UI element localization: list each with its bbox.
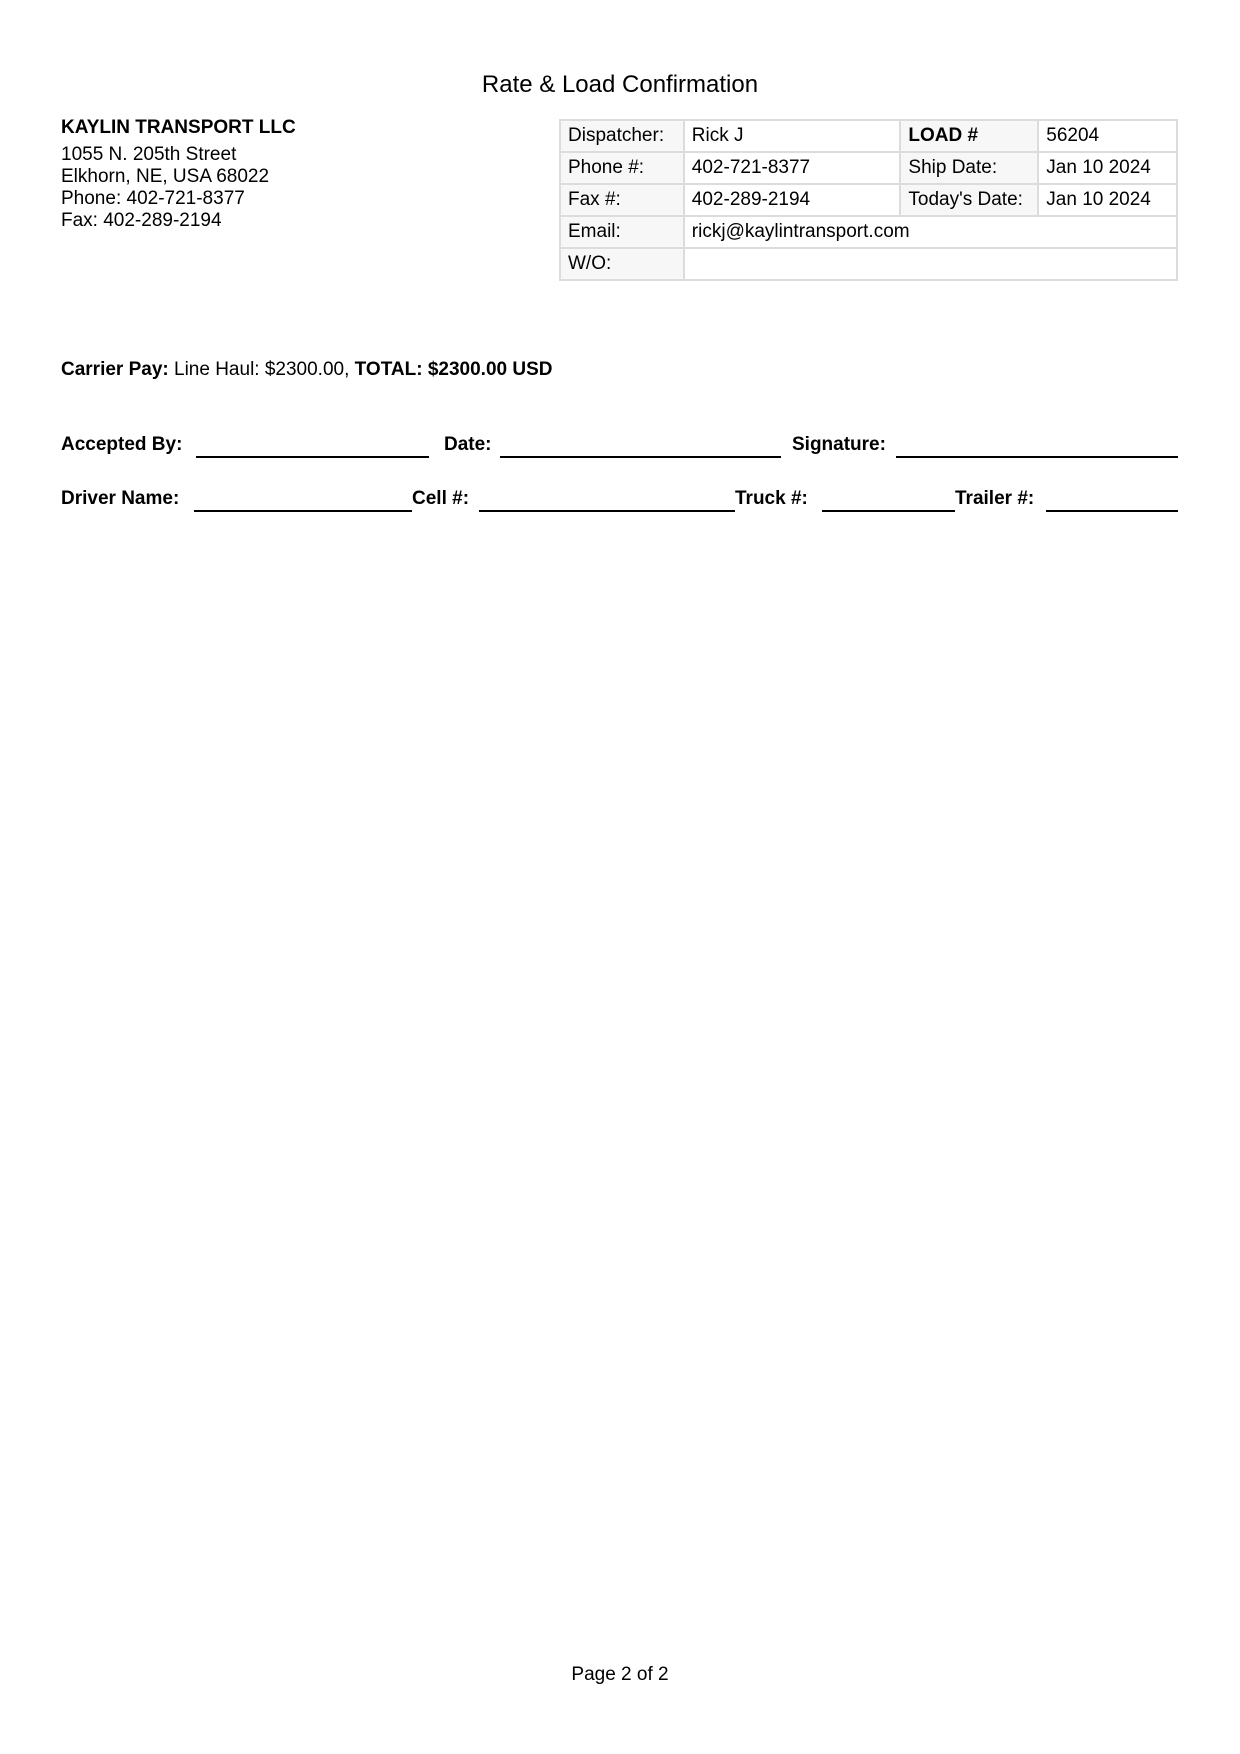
- company-block: [61, 117, 296, 232]
- table-row: [560, 184, 1177, 216]
- load-info-table: [559, 119, 1178, 281]
- truck-label: Truck #:: [735, 488, 808, 509]
- ship-date-value: Jan 10 2024: [1038, 152, 1177, 184]
- table-row: [560, 152, 1177, 184]
- table-row: [560, 248, 1177, 280]
- phone-label: Phone #:: [560, 152, 684, 184]
- fax-value: 402-289-2194: [684, 184, 901, 216]
- wo-label: W/O:: [560, 248, 684, 280]
- signature-label: Signature:: [792, 434, 886, 455]
- total-amount: TOTAL: $2300.00 USD: [354, 359, 553, 380]
- accepted-by-label: Accepted By:: [61, 434, 183, 455]
- table-row: [560, 216, 1177, 248]
- accepted-by-line[interactable]: [196, 456, 429, 458]
- trailer-label: Trailer #:: [955, 488, 1035, 509]
- cell-line[interactable]: [479, 510, 735, 512]
- load-number-label: LOAD #: [900, 120, 1038, 152]
- driver-name-label: Driver Name:: [61, 488, 180, 509]
- company-address-line2: Elkhorn, NE, USA 68022: [61, 166, 270, 187]
- todays-date-value: Jan 10 2024: [1038, 184, 1177, 216]
- truck-line[interactable]: [822, 510, 955, 512]
- document-title: Rate & Load Confirmation: [481, 71, 759, 98]
- company-name: KAYLIN TRANSPORT LLC: [61, 117, 296, 138]
- company-fax: Fax: 402-289-2194: [61, 210, 222, 231]
- dispatcher-label: Dispatcher:: [560, 120, 684, 152]
- phone-value: 402-721-8377: [684, 152, 901, 184]
- carrier-pay-label: Carrier Pay:: [61, 359, 169, 380]
- fax-label: Fax #:: [560, 184, 684, 216]
- company-phone: Phone: 402-721-8377: [61, 188, 245, 209]
- wo-value: [684, 248, 1177, 280]
- email-label: Email:: [560, 216, 684, 248]
- email-value: rickj@kaylintransport.com: [684, 216, 1177, 248]
- trailer-line[interactable]: [1046, 510, 1178, 512]
- driver-name-line[interactable]: [194, 510, 412, 512]
- signature-line[interactable]: [896, 456, 1178, 458]
- load-number-value: 56204: [1038, 120, 1177, 152]
- date-label: Date:: [444, 434, 492, 455]
- todays-date-label: Today's Date:: [900, 184, 1038, 216]
- page-number: Page 2 of 2: [571, 1664, 669, 1685]
- date-line[interactable]: [500, 456, 781, 458]
- ship-date-label: Ship Date:: [900, 152, 1038, 184]
- cell-label: Cell #:: [412, 488, 470, 509]
- carrier-pay: [61, 359, 552, 381]
- table-row: [560, 120, 1177, 152]
- line-haul-amount: Line Haul: $2300.00,: [168, 359, 355, 380]
- company-address-line1: 1055 N. 205th Street: [61, 144, 237, 165]
- dispatcher-value: Rick J: [684, 120, 901, 152]
